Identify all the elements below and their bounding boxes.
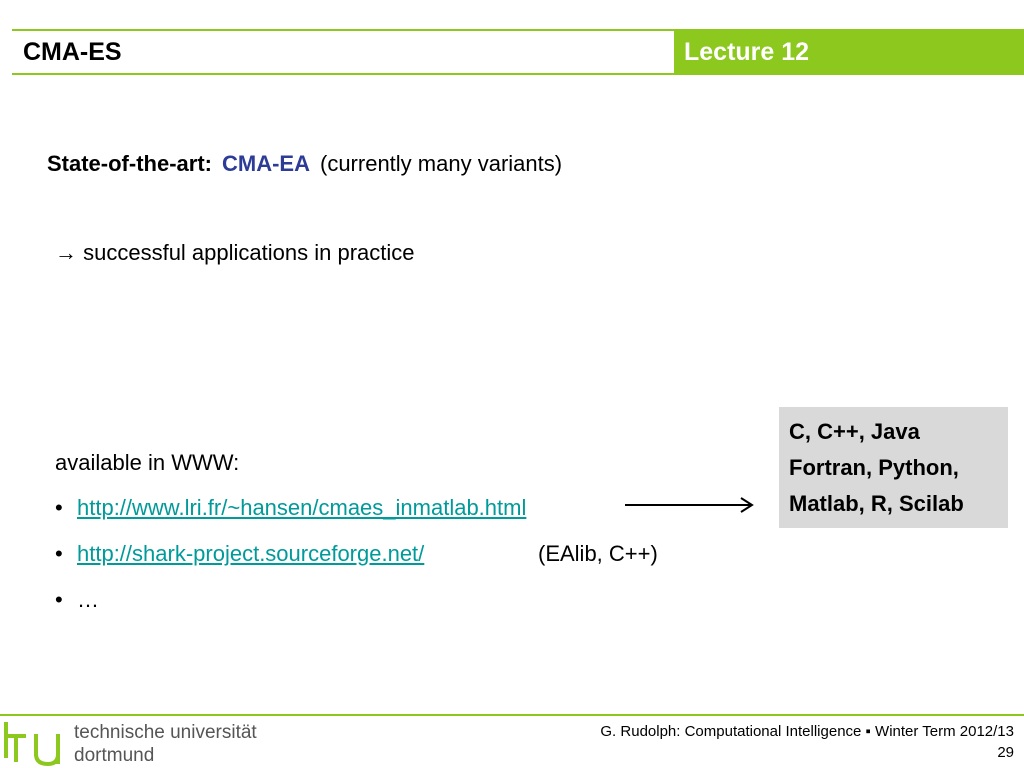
link-shark-project[interactable]: http://shark-project.sourceforge.net/	[77, 541, 425, 566]
tu-logo-icon	[4, 718, 66, 766]
sota-highlight: CMA-EA	[222, 151, 310, 176]
ellipsis-item: …	[77, 587, 99, 612]
footer-credit: G. Rudolph: Computational Intelligence ▪ Winter Term 2012/13	[600, 723, 1014, 740]
footer-rule	[0, 714, 1024, 716]
lecture-badge	[674, 29, 1024, 75]
available-label: available in WWW:	[55, 450, 240, 475]
slide-title: CMA-ES	[23, 38, 122, 66]
applications-line: → successful applications in practice	[55, 240, 415, 265]
bullet: •	[55, 541, 63, 566]
list-item	[55, 540, 424, 568]
university-name-line1: technische universität	[74, 722, 257, 743]
header-bottom-rule	[12, 73, 674, 75]
sota-label: State-of-the-art:	[47, 151, 212, 176]
bullet: •	[55, 587, 63, 612]
arrow-right-icon	[625, 494, 757, 516]
language-line: C, C++, Java	[789, 419, 920, 444]
bullet: •	[55, 495, 63, 520]
lecture-label: Lecture 12	[684, 38, 810, 66]
language-line: Fortran, Python,	[789, 455, 959, 480]
language-line: Matlab, R, Scilab	[789, 491, 964, 516]
list-item	[55, 494, 526, 522]
sota-rest: (currently many variants)	[320, 151, 563, 176]
ealib-note: (EAlib, C++)	[538, 541, 658, 566]
list-item	[55, 586, 99, 614]
link-hansen-cmaes[interactable]: http://www.lri.fr/~hansen/cmaes_inmatlab.html	[77, 495, 527, 520]
state-of-the-art-line	[47, 150, 562, 178]
languages-box	[779, 407, 1008, 528]
page-number: 29	[997, 744, 1014, 761]
university-name-line2: dortmund	[74, 745, 155, 766]
